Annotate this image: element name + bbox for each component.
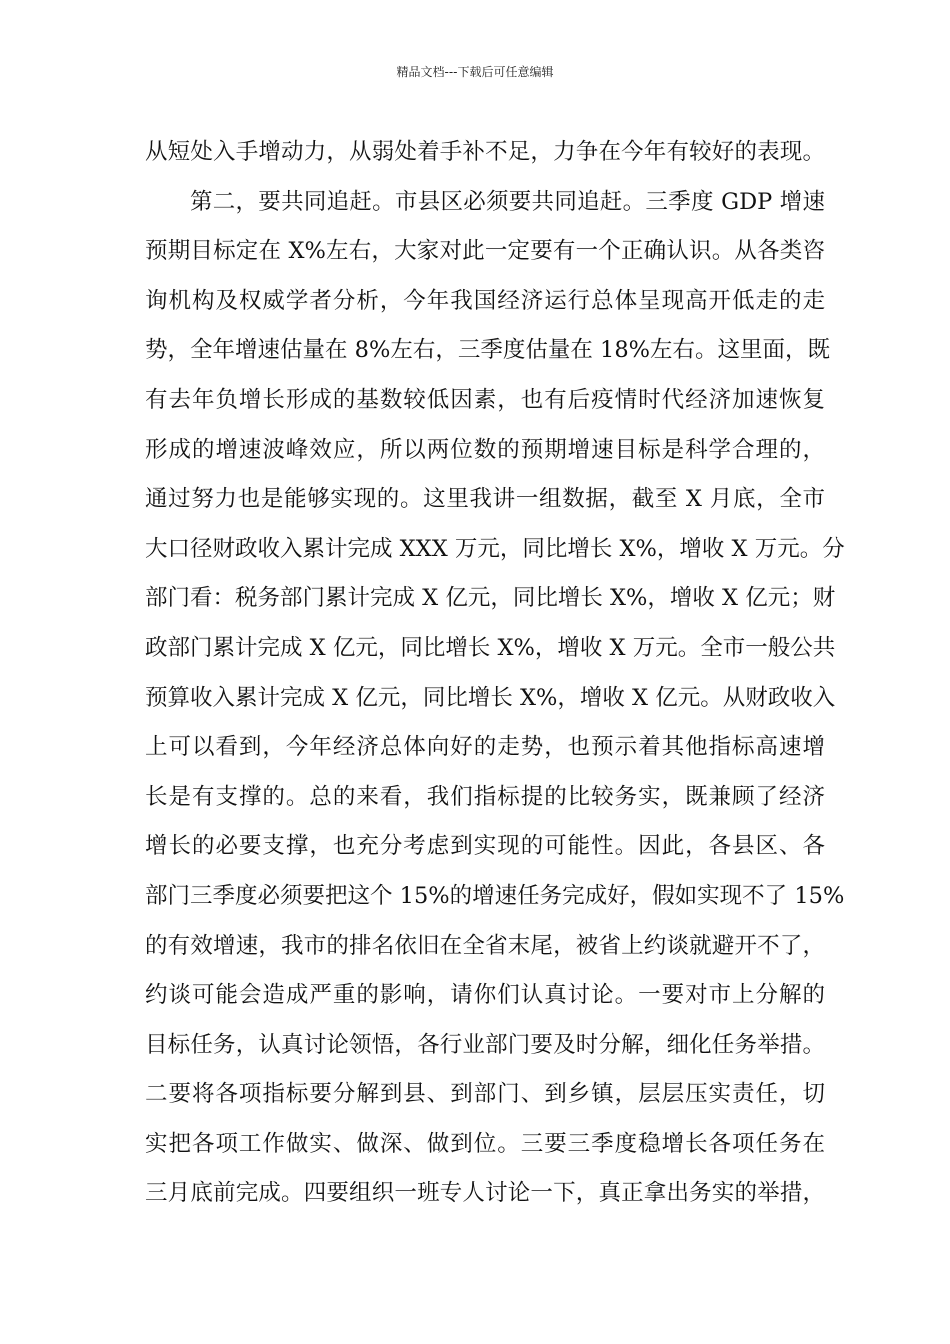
paragraph-line: 势，全年增速估量在 8%左右，三季度估量在 18%左右。这里面，既: [145, 337, 831, 364]
paragraph-line: 二要将各项指标要分解到县、到部门、到乡镇，层层压实责任，切: [145, 1081, 825, 1108]
paragraph-line: 三月底前完成。四要组织一班专人讨论一下，真正拿出务实的举措，: [145, 1180, 825, 1207]
body-text: [145, 132, 845, 1223]
paragraph-line: 预期目标定在 X%左右，大家对此一定要有一个正确认识。从各类咨: [145, 238, 825, 265]
paragraph-line: 询机构及权威学者分析，今年我国经济运行总体呈现高开低走的走: [145, 287, 825, 314]
paragraph-line: 政部门累计完成 X 亿元，同比增长 X%，增收 X 万元。全市一般公共: [145, 634, 836, 661]
paragraph-line: 通过努力也是能够实现的。这里我讲一组数据，截至 X 月底，全市: [145, 486, 825, 513]
paragraph-line: 预算收入累计完成 X 亿元，同比增长 X%，增收 X 亿元。从财政收入: [145, 684, 836, 711]
paragraph-line: 约谈可能会造成严重的影响，请你们认真讨论。一要对市上分解的: [145, 982, 825, 1009]
paragraph-line: 形成的增速波峰效应，所以两位数的预期增速目标是科学合理的，: [145, 436, 825, 463]
paragraph-line: 上可以看到，今年经济总体向好的走势，也预示着其他指标高速增: [145, 734, 825, 761]
paragraph-line: 第二，要共同追赶。市县区必须要共同追赶。三季度 GDP 增速: [190, 188, 825, 215]
paragraph-line: 增长的必要支撑，也充分考虑到实现的可能性。因此，各县区、各: [145, 833, 825, 860]
paragraph-line: 的有效增速，我市的排名依旧在全省末尾，被省上约谈就避开不了，: [145, 932, 825, 959]
paragraph-line: 长是有支撑的。总的来看，我们指标提的比较务实，既兼顾了经济: [145, 783, 825, 810]
paragraph-line: 有去年负增长形成的基数较低因素，也有后疫情时代经济加速恢复: [145, 386, 825, 413]
page-header: 精品文档---下载后可任意编辑: [396, 65, 554, 79]
paragraph-line: 大口径财政收入累计完成 XXX 万元，同比增长 X%，增收 X 万元。分: [145, 535, 845, 562]
paragraph-line: 部门看：税务部门累计完成 X 亿元，同比增长 X%，增收 X 亿元；财: [145, 585, 836, 612]
paragraph-line: 部门三季度必须要把这个 15%的增速任务完成好，假如实现不了 15%: [145, 882, 845, 909]
paragraph-line: 从短处入手增动力，从弱处着手补不足，力争在今年有较好的表现。: [145, 139, 825, 165]
paragraph-line: 实把各项工作做实、做深、做到位。三要三季度稳增长各项任务在: [145, 1130, 825, 1157]
paragraph-line: 目标任务，认真讨论领悟，各行业部门要及时分解，细化任务举措。: [145, 1031, 825, 1058]
